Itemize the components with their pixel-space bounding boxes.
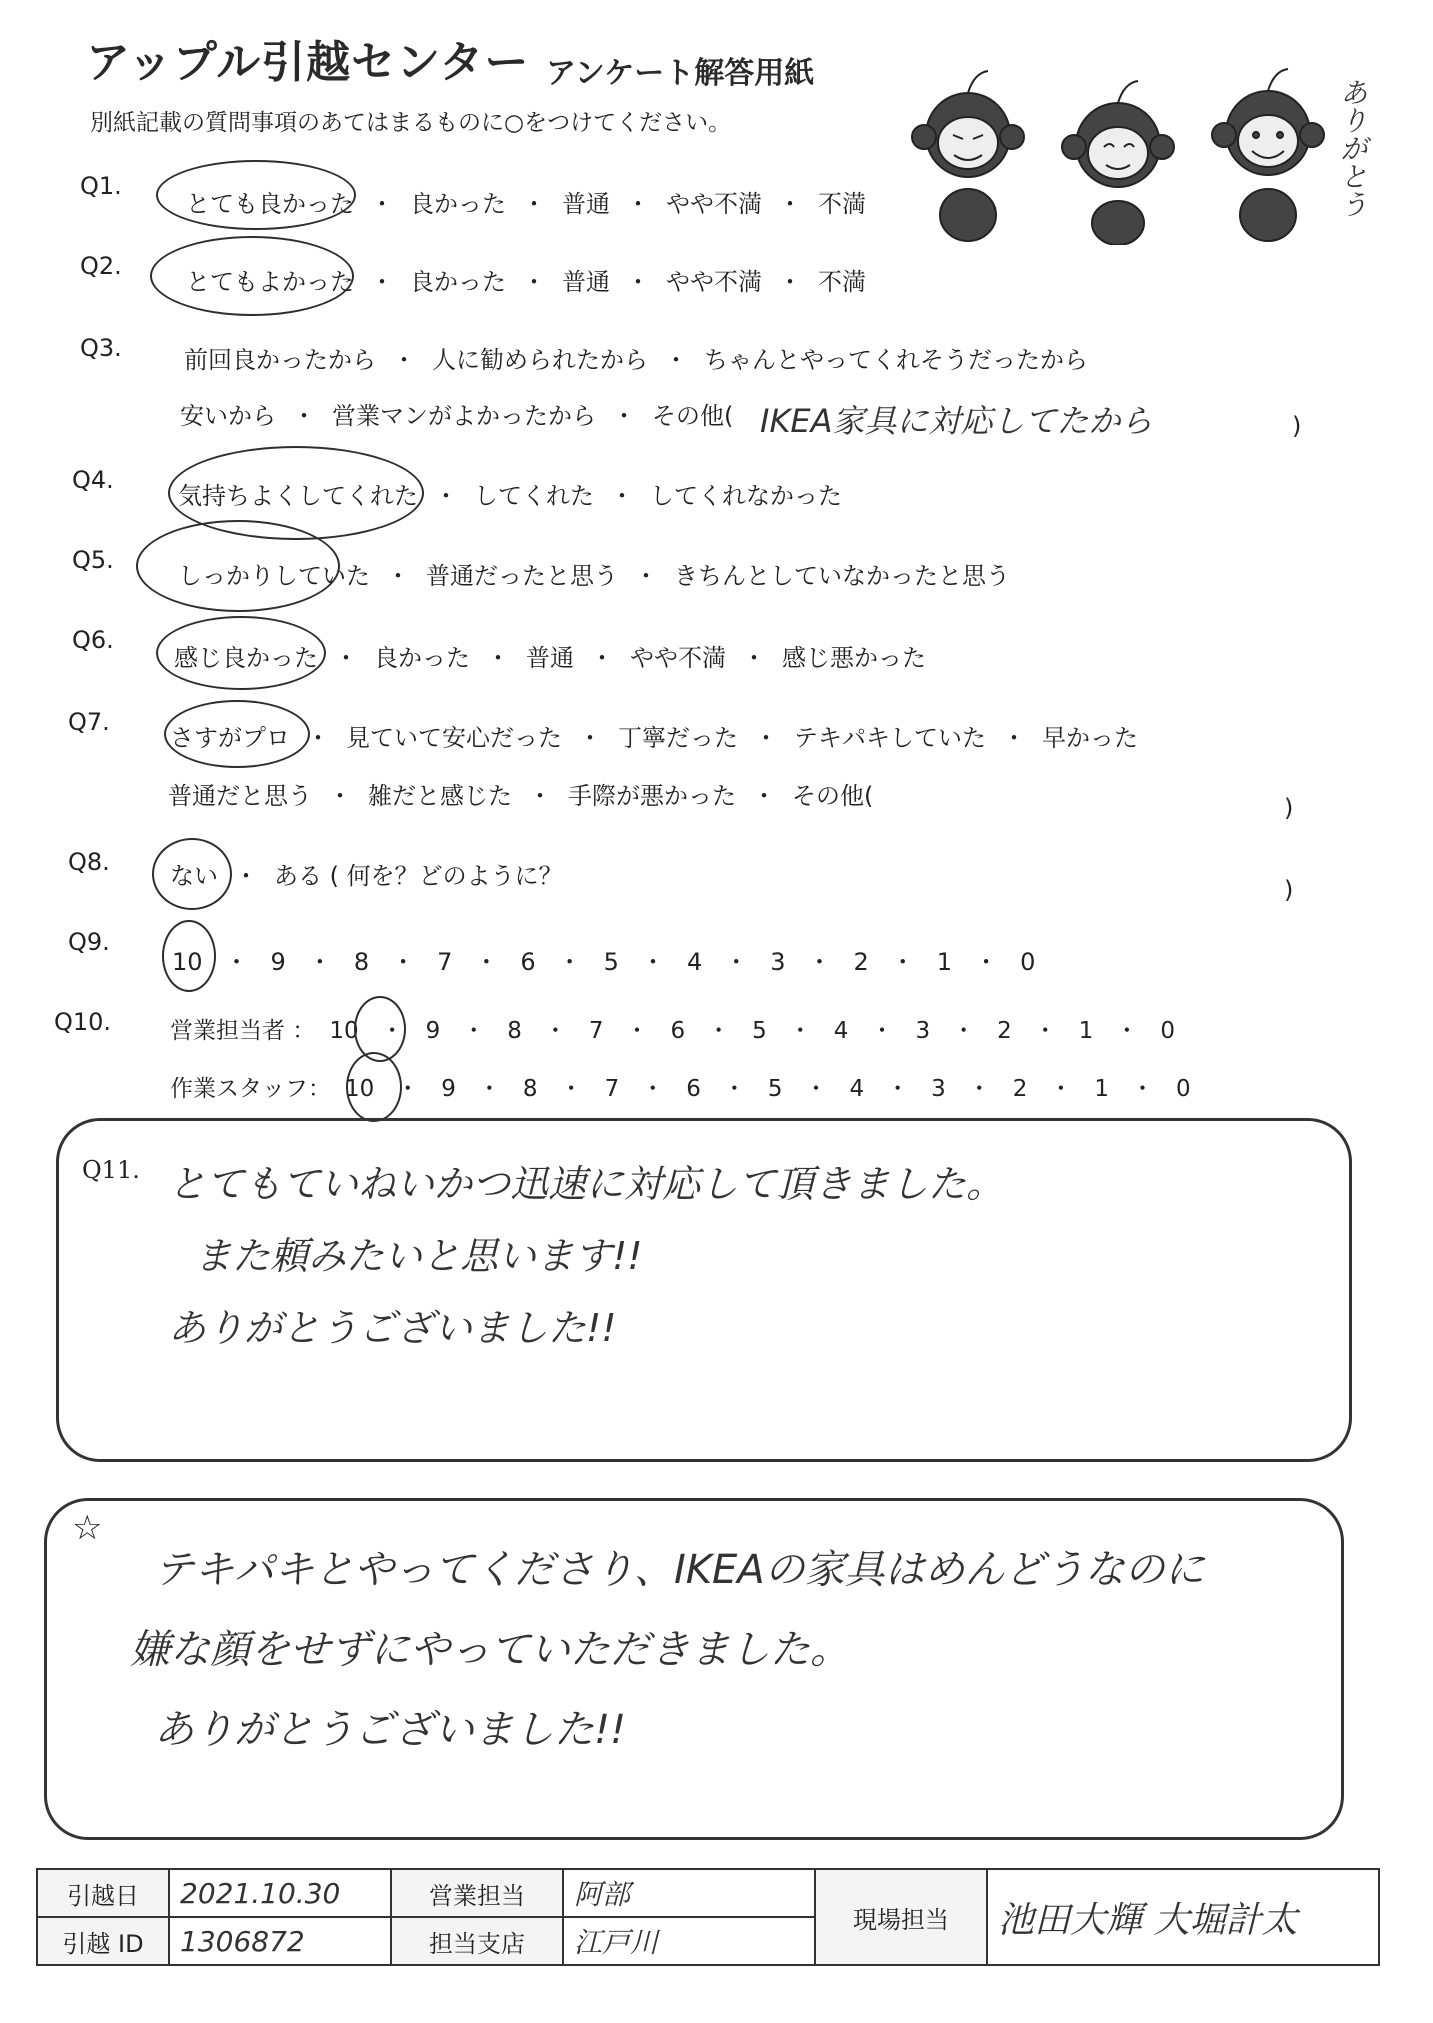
mascot-illustration bbox=[898, 55, 1358, 245]
q10-staff-option[interactable]: 2 bbox=[1012, 1076, 1028, 1102]
q8-close-paren: ) bbox=[1284, 876, 1294, 904]
q9-option[interactable]: 2 bbox=[853, 948, 869, 976]
monkey-icon-2 bbox=[1062, 81, 1174, 245]
q3-option[interactable]: 安いから bbox=[180, 402, 276, 430]
q6-option[interactable]: 感じ良かった bbox=[174, 644, 318, 672]
q8-label: Q8. bbox=[68, 848, 110, 876]
q9-option[interactable]: 0 bbox=[1020, 948, 1036, 976]
q7-selection-circle bbox=[164, 700, 310, 768]
q3-other-handwritten: IKEA家具に対応してたから bbox=[760, 402, 1153, 440]
q7-option[interactable]: 早かった bbox=[1042, 724, 1138, 752]
q9-option[interactable]: 5 bbox=[603, 948, 619, 976]
field-staff-value: 池田大輝 大堀計太 bbox=[987, 1869, 1379, 1965]
q7-close-paren: ) bbox=[1284, 794, 1294, 822]
q10-staff-option[interactable]: 6 bbox=[686, 1076, 701, 1102]
q1-option[interactable]: 不満 bbox=[818, 190, 866, 218]
q10-staff-option[interactable]: 4 bbox=[849, 1076, 865, 1102]
q3-label: Q3. bbox=[80, 334, 122, 362]
q6-selection-circle bbox=[156, 616, 326, 690]
q7-option-other[interactable]: その他( bbox=[792, 782, 874, 810]
q6-option[interactable]: 感じ悪かった bbox=[782, 644, 926, 672]
monkey-icon-3 bbox=[1212, 69, 1324, 241]
q9-option[interactable]: 7 bbox=[437, 948, 453, 976]
move-id-value: 1306872 bbox=[169, 1917, 391, 1965]
q3-option[interactable]: ちゃんとやってくれそうだったから bbox=[704, 346, 1088, 374]
q4-options: 気持ちよくしてくれた ・ してくれた ・ してくれなかった bbox=[178, 476, 842, 511]
q10-sales-option[interactable]: 2 bbox=[997, 1018, 1012, 1044]
q10-staff-option[interactable]: 5 bbox=[767, 1076, 783, 1102]
q9-option[interactable]: 3 bbox=[770, 948, 786, 976]
q10-staff-option[interactable]: 9 bbox=[441, 1076, 456, 1102]
q5-option[interactable]: しっかりしていた bbox=[178, 562, 370, 590]
q2-label: Q2. bbox=[80, 252, 122, 280]
q10-staff-row: 作業スタッフ： 10 ・ 9 ・ 8 ・ 7 ・ 6 ・ 5 ・ 4 ・ 3 ・ 2 ・ 1 ・ 0 bbox=[170, 1070, 1191, 1103]
q10-staff-option[interactable]: 1 bbox=[1094, 1076, 1110, 1102]
q10-sales-option[interactable]: 10 bbox=[329, 1018, 359, 1044]
q5-option[interactable]: 普通だったと思う bbox=[426, 562, 618, 590]
star-line: 嫌な顔をせずにやっていただきました。 bbox=[130, 1627, 850, 1673]
q8-selection-circle bbox=[152, 838, 232, 910]
q10-sales-option[interactable]: 9 bbox=[425, 1018, 441, 1044]
q4-option[interactable]: してくれなかった bbox=[650, 482, 842, 510]
q10-sales-option[interactable]: 3 bbox=[915, 1018, 931, 1044]
q2-option[interactable]: 普通 bbox=[562, 268, 610, 296]
q7-option[interactable]: 普通だと思う bbox=[168, 782, 312, 810]
branch-value: 江戸川 bbox=[563, 1917, 815, 1965]
q7-option[interactable]: テキパキしていた bbox=[794, 724, 986, 752]
q10-label: Q10. bbox=[54, 1008, 112, 1036]
move-id-label: 引越 ID bbox=[37, 1917, 169, 1965]
q11-label: Q11. bbox=[82, 1156, 140, 1184]
star-icon: ☆ bbox=[72, 1508, 103, 1548]
q2-option[interactable]: やや不満 bbox=[666, 268, 762, 296]
q11-handwritten-comment bbox=[168, 1148, 1004, 1365]
q10-sales-option[interactable]: 8 bbox=[507, 1018, 522, 1044]
q10-sales-option[interactable]: 0 bbox=[1160, 1018, 1175, 1044]
q4-option[interactable]: 気持ちよくしてくれた bbox=[178, 482, 418, 510]
q5-label: Q5. bbox=[72, 546, 114, 574]
q5-options: しっかりしていた ・ 普通だったと思う ・ きちんとしていなかったと思う bbox=[178, 556, 1010, 591]
q3-option[interactable]: 営業マンがよかったから bbox=[332, 402, 596, 430]
sales-value: 阿部 bbox=[563, 1869, 815, 1917]
q2-options: とてもよかった ・ 良かった ・ 普通 ・ やや不満 ・ 不満 bbox=[186, 262, 866, 297]
q2-option[interactable]: 良かった bbox=[410, 268, 506, 296]
q1-option[interactable]: 良かった bbox=[410, 190, 506, 218]
q3-option[interactable]: 前回良かったから bbox=[184, 346, 376, 374]
q10-sales-label: 営業担当者 ： bbox=[170, 1018, 316, 1044]
q2-option[interactable]: 不満 bbox=[818, 268, 866, 296]
q5-selection-circle bbox=[136, 520, 340, 612]
q1-options: とても良かった ・ 良かった ・ 普通 ・ やや不満 ・ 不満 bbox=[186, 184, 866, 219]
q11-line: ありがとうございました!! bbox=[168, 1306, 617, 1351]
q3-options-line2: 安いから ・ 営業マンがよかったから ・ その他( bbox=[180, 396, 733, 431]
q4-label: Q4. bbox=[72, 466, 114, 494]
move-date-value: 2021.10.30 bbox=[169, 1869, 391, 1917]
q9-option[interactable]: 9 bbox=[270, 948, 286, 976]
q10-staff-label: 作業スタッフ： bbox=[170, 1076, 331, 1102]
q1-selection-circle bbox=[156, 160, 356, 230]
q9-option[interactable]: 10 bbox=[172, 948, 203, 976]
q7-options-line2: 普通だと思う ・ 雑だと感じた ・ 手際が悪かった ・ その他( bbox=[168, 776, 873, 811]
q10-staff-option[interactable]: 7 bbox=[604, 1076, 620, 1102]
q7-label: Q7. bbox=[68, 708, 110, 736]
q9-option[interactable]: 4 bbox=[686, 948, 703, 976]
field-staff-label: 現場担当 bbox=[815, 1869, 987, 1965]
q9-label: Q9. bbox=[68, 928, 110, 956]
q3-option-other[interactable]: その他( bbox=[652, 402, 734, 430]
q1-option[interactable]: やや不満 bbox=[666, 190, 762, 218]
q10-sales-option[interactable]: 5 bbox=[752, 1018, 767, 1044]
q7-options-line1: さすがプロ ・ 見ていて安心だった ・ 丁寧だった ・ テキパキしていた ・ 早かった bbox=[170, 718, 1138, 753]
q7-option[interactable]: 手際が悪かった bbox=[568, 782, 736, 810]
q9-options: 10 ・ 9 ・ 8 ・ 7 ・ 6 ・ 5 ・ 4 ・ 3 ・ 2 ・ 1 ・ 0 bbox=[172, 948, 1036, 976]
q9-option[interactable]: 8 bbox=[353, 948, 370, 976]
q2-selection-circle bbox=[150, 236, 354, 316]
q10-sales-option[interactable]: 7 bbox=[588, 1018, 604, 1044]
q1-option[interactable]: 普通 bbox=[562, 190, 610, 218]
q1-label: Q1. bbox=[80, 172, 122, 200]
q10-sales-option[interactable]: 6 bbox=[670, 1018, 686, 1044]
q8-option[interactable]: ない bbox=[170, 862, 218, 890]
star-line: テキパキとやってくださり、IKEAの家具はめんどうなのに bbox=[154, 1547, 1205, 1593]
q10-staff-option[interactable]: 8 bbox=[522, 1076, 538, 1102]
form-title: アンケート解答用紙 bbox=[546, 56, 815, 91]
q4-option[interactable]: してくれた bbox=[474, 482, 594, 510]
q11-line: とてもていねいかつ迅速に対応して頂きました。 bbox=[168, 1162, 1005, 1206]
q10-sales-option[interactable]: 4 bbox=[833, 1018, 849, 1044]
branch-label: 担当支店 bbox=[391, 1917, 563, 1965]
q2-option[interactable]: とてもよかった bbox=[186, 268, 354, 296]
q7-option[interactable]: 見ていて安心だった bbox=[346, 724, 562, 752]
q3-options-line1: 前回良かったから ・ 人に勧められたから ・ ちゃんとやってくれそうだったから bbox=[184, 340, 1088, 375]
q6-option[interactable]: やや不満 bbox=[630, 644, 726, 672]
q7-option[interactable]: 雑だと感じた bbox=[368, 782, 512, 810]
instruction-text: 別紙記載の質問事項のあてはまるものに○をつけてください。 bbox=[90, 110, 732, 136]
q8-options: ない ・ ある ( 何を？どのように？ bbox=[170, 856, 563, 891]
q5-option[interactable]: きちんとしていなかったと思う bbox=[674, 562, 1010, 590]
q10-staff-option[interactable]: 3 bbox=[931, 1076, 946, 1102]
sales-label: 営業担当 bbox=[391, 1869, 563, 1917]
company-name: アップル引越センター bbox=[86, 37, 530, 88]
q7-option[interactable]: さすがプロ bbox=[170, 724, 290, 752]
q1-option[interactable]: とても良かった bbox=[186, 190, 354, 218]
mascot-caption: ありがとう bbox=[1336, 78, 1369, 218]
move-date-label: 引越日 bbox=[37, 1869, 169, 1917]
q6-option[interactable]: 普通 bbox=[526, 644, 574, 672]
q3-option[interactable]: 人に勧められたから bbox=[432, 346, 648, 374]
star-line: ありがとうございました!! bbox=[154, 1707, 627, 1753]
q10-staff-selection-circle bbox=[346, 1052, 402, 1122]
q6-options: 感じ良かった ・ 良かった ・ 普通 ・ やや不満 ・ 感じ悪かった bbox=[174, 638, 926, 673]
q9-option[interactable]: 1 bbox=[936, 948, 953, 976]
q9-option[interactable]: 6 bbox=[520, 948, 536, 976]
q6-label: Q6. bbox=[72, 626, 114, 654]
q9-selection-circle bbox=[162, 920, 216, 992]
q10-staff-option[interactable]: 0 bbox=[1176, 1076, 1191, 1102]
star-handwritten-comment bbox=[130, 1530, 1205, 1770]
q7-option[interactable]: 丁寧だった bbox=[618, 724, 738, 752]
q6-option[interactable]: 良かった bbox=[374, 644, 470, 672]
move-info-table bbox=[36, 1868, 1380, 1966]
q3-close-paren: ) bbox=[1292, 412, 1302, 440]
q8-option[interactable]: ある ( 何を？どのように？ bbox=[274, 862, 563, 890]
q10-sales-row: 営業担当者 ： 10 ・ 9 ・ 8 ・ 7 ・ 6 ・ 5 ・ 4 ・ 3 ・ 2 ・ 1 ・ 0 bbox=[170, 1012, 1175, 1045]
q11-line: また頼みたいと思います!! bbox=[194, 1234, 643, 1279]
monkey-icon-1 bbox=[912, 71, 1024, 241]
q10-staff-option[interactable]: 10 bbox=[345, 1076, 375, 1102]
q10-sales-option[interactable]: 1 bbox=[1078, 1018, 1094, 1044]
